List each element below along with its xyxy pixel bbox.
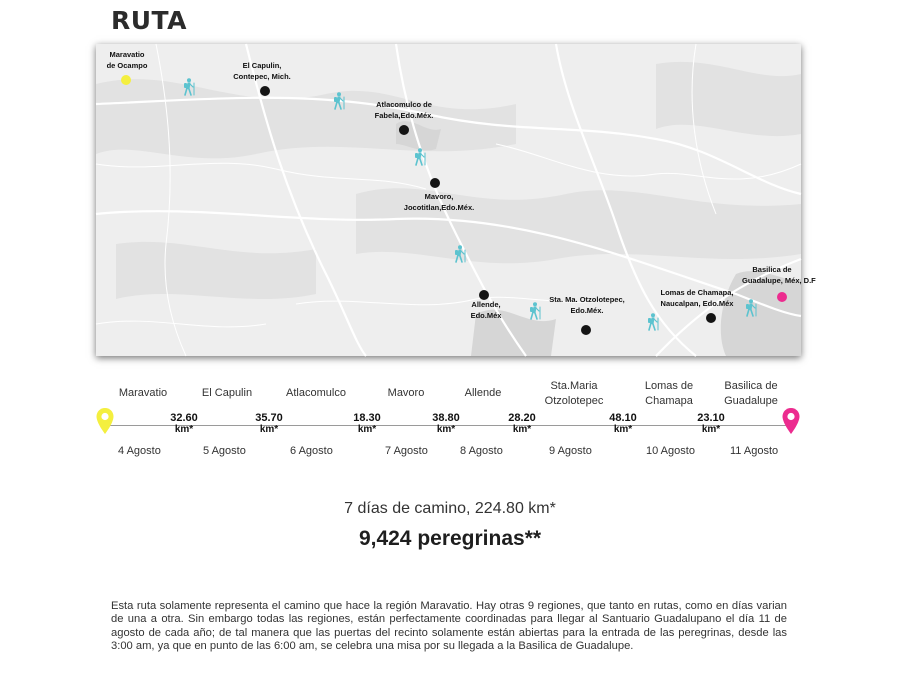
map-label-mavoro: Mavoro, Jocotitlan,Edo.Méx. — [403, 192, 475, 212]
timeline-date: 5 Agosto — [203, 445, 246, 457]
timeline-date: 10 Agosto — [646, 445, 695, 457]
segment-distance: 38.80 km* — [432, 412, 460, 435]
page-title: RUTA — [111, 6, 188, 35]
timeline-date: 11 Agosto — [730, 445, 779, 457]
map-stop-lomas-de-chamapa[interactable] — [706, 313, 716, 323]
timeline-date: 6 Agosto — [290, 445, 333, 457]
segment-distance: 28.20 km* — [508, 412, 536, 435]
map-stop-maravatio[interactable] — [121, 75, 131, 85]
map-stop-mavoro[interactable] — [430, 178, 440, 188]
timeline-city-el-capulin: El Capulin — [201, 387, 253, 399]
map-stop-el-capulin[interactable] — [260, 86, 270, 96]
map-label-lomas-de-chamapa: Lomas de Chamapa, Naucalpan, Edo.Méx — [660, 288, 734, 308]
segment-distance: 32.60 km* — [170, 412, 198, 435]
route-description: Esta ruta solamente representa el camino que hace la región Maravatio. Hay otras 9 regiones, que tanto en rutas, como en días varian de una a otra. Sin embargo todas las regiones, están perfectamente coordinadas para llegar al Santuario Guadalupano el día 11 de agosto de cada año; de tal manera que las puertas del recinto solamente están abiertas para la entrada de las peregrinas, desde las 3:00 am, ya que en punto de las 6:00 am, se celebra una misa por su llegada a la Basilica de Guadalupe. — [111, 600, 787, 652]
route-map[interactable] — [96, 44, 816, 356]
map-stop-atlacomulco[interactable] — [399, 125, 409, 135]
timeline-city-otzolotepec: Sta.Maria Otzolotepec — [544, 380, 604, 407]
segment-distance: 48.10 km* — [609, 412, 637, 435]
timeline-date: 8 Agosto — [460, 445, 503, 457]
hiker-icon — [413, 148, 427, 166]
timeline-city-atlacomulco: Atlacomulco — [286, 387, 346, 399]
segment-distance: 23.10 km* — [697, 412, 725, 435]
map-label-basilica: Basilica de Guadalupe, Méx, D.F — [742, 265, 816, 285]
map-pin-pink-icon — [781, 407, 801, 435]
timeline-date: 4 Agosto — [118, 445, 161, 457]
map-label-otzolotepec: Sta. Ma. Otzolotepec, Edo.Méx. — [549, 295, 625, 315]
segment-distance: 18.30 km* — [353, 412, 381, 435]
timeline-city-allende: Allende — [464, 387, 502, 399]
hiker-icon — [744, 299, 758, 317]
hiker-icon — [332, 92, 346, 110]
timeline-city-mavoro: Mavoro — [387, 387, 425, 399]
hiker-icon — [182, 78, 196, 96]
timeline-city-lomas-de-chamapa: Lomas de Chamapa — [644, 380, 694, 407]
map-label-atlacomulco: Atlacomulco de Fabela,Edo.Méx. — [374, 100, 434, 120]
route-summary: 7 días de camino, 224.80 km* — [344, 500, 556, 517]
timeline-city-basilica: Basilica de Guadalupe — [724, 380, 778, 407]
map-stop-basilica[interactable] — [777, 292, 787, 302]
timeline-date: 9 Agosto — [549, 445, 592, 457]
timeline-date: 7 Agosto — [385, 445, 428, 457]
hiker-icon — [528, 302, 542, 320]
map-label-el-capulin: El Capulin, Contepec, Mich. — [233, 61, 291, 81]
hiker-icon — [453, 245, 467, 263]
map-pin-yellow-icon — [95, 407, 115, 435]
pilgrim-count: 9,424 peregrinas** — [358, 527, 542, 550]
hiker-icon — [646, 313, 660, 331]
map-stop-otzolotepec[interactable] — [581, 325, 591, 335]
segment-distance: 35.70 km* — [255, 412, 283, 435]
timeline-city-maravatio: Maravatio — [118, 387, 168, 399]
map-label-maravatio: Maravatio de Ocampo — [106, 50, 148, 70]
map-label-allende: Allende, Edo.Méx — [470, 300, 502, 320]
